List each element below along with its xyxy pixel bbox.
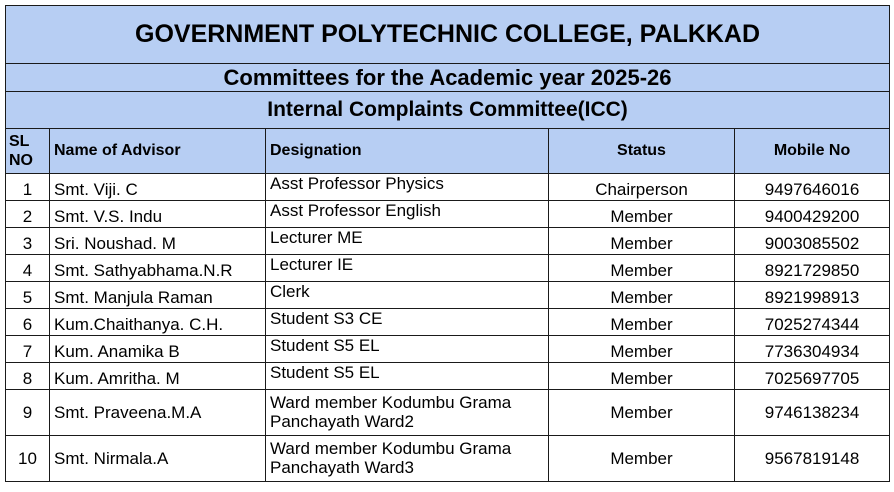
cell-mobile: 9003085502 <box>735 228 890 255</box>
cell-status: Member <box>549 336 735 363</box>
cell-sl: 6 <box>6 309 50 336</box>
cell-name: Smt. V.S. Indu <box>50 201 266 228</box>
cell-mobile: 7025697705 <box>735 363 890 390</box>
cell-status: Member <box>549 201 735 228</box>
cell-name: Kum. Anamika B <box>50 336 266 363</box>
cell-mobile: 9567819148 <box>735 436 890 482</box>
header-designation: Designation <box>266 129 549 174</box>
cell-mobile: 7736304934 <box>735 336 890 363</box>
header-row <box>6 129 890 174</box>
cell-mobile: 8921729850 <box>735 255 890 282</box>
cell-sl: 9 <box>6 390 50 436</box>
cell-sl: 2 <box>6 201 50 228</box>
cell-sl: 4 <box>6 255 50 282</box>
cell-designation <box>266 436 549 482</box>
cell-name: Kum.Chaithanya. C.H. <box>50 309 266 336</box>
cell-mobile: 9497646016 <box>735 174 890 201</box>
cell-status: Chairperson <box>549 174 735 201</box>
header-status: Status <box>549 129 735 174</box>
cell-status: Member <box>549 436 735 482</box>
cell-name: Sri. Noushad. M <box>50 228 266 255</box>
cell-designation: Lecturer IE <box>266 255 549 282</box>
cell-designation: Asst Professor English <box>266 201 549 228</box>
committee-table <box>5 5 890 482</box>
table-row <box>6 363 890 390</box>
cell-designation: Student S3 CE <box>266 309 549 336</box>
academic-year-heading: Committees for the Academic year 2025-26 <box>6 64 890 92</box>
designation-line1: Ward member Kodumbu Grama <box>270 439 512 458</box>
cell-sl: 10 <box>6 436 50 482</box>
cell-name: Smt. Praveena.M.A <box>50 390 266 436</box>
cell-name: Smt. Manjula Raman <box>50 282 266 309</box>
cell-mobile: 8921998913 <box>735 282 890 309</box>
cell-designation: Clerk <box>266 282 549 309</box>
cell-name: Smt. Viji. C <box>50 174 266 201</box>
college-title: GOVERNMENT POLYTECHNIC COLLEGE, PALKKAD <box>6 6 890 64</box>
cell-name: Smt. Nirmala.A <box>50 436 266 482</box>
cell-name: Kum. Amritha. M <box>50 363 266 390</box>
committee-name: Internal Complaints Committee(ICC) <box>6 92 890 129</box>
cell-sl: 1 <box>6 174 50 201</box>
cell-name: Smt. Sathyabhama.N.R <box>50 255 266 282</box>
cell-status: Member <box>549 309 735 336</box>
cell-sl: 3 <box>6 228 50 255</box>
cell-status: Member <box>549 363 735 390</box>
table-row <box>6 436 890 482</box>
cell-sl: 8 <box>6 363 50 390</box>
cell-designation: Asst Professor Physics <box>266 174 549 201</box>
cell-status: Member <box>549 390 735 436</box>
cell-status: Member <box>549 255 735 282</box>
header-sl-no <box>6 129 50 174</box>
cell-designation: Lecturer ME <box>266 228 549 255</box>
cell-designation <box>266 390 549 436</box>
designation-line2: Panchayath Ward2 <box>270 412 414 431</box>
designation-line1: Ward member Kodumbu Grama <box>270 393 512 412</box>
cell-status: Member <box>549 282 735 309</box>
table-row <box>6 174 890 201</box>
header-name: Name of Advisor <box>50 129 266 174</box>
header-sl-line2: NO <box>9 152 33 169</box>
cell-designation: Student S5 EL <box>266 336 549 363</box>
cell-sl: 5 <box>6 282 50 309</box>
table-row <box>6 201 890 228</box>
cell-status: Member <box>549 228 735 255</box>
cell-mobile: 7025274344 <box>735 309 890 336</box>
table-row <box>6 336 890 363</box>
cell-mobile: 9746138234 <box>735 390 890 436</box>
cell-designation: Student S5 EL <box>266 363 549 390</box>
table-row <box>6 309 890 336</box>
cell-sl: 7 <box>6 336 50 363</box>
designation-line2: Panchayath Ward3 <box>270 458 414 477</box>
header-sl-line1: SL <box>9 133 30 150</box>
table-row <box>6 390 890 436</box>
table-row <box>6 255 890 282</box>
table-row <box>6 282 890 309</box>
header-mobile: Mobile No <box>735 129 890 174</box>
cell-mobile: 9400429200 <box>735 201 890 228</box>
table-row <box>6 228 890 255</box>
